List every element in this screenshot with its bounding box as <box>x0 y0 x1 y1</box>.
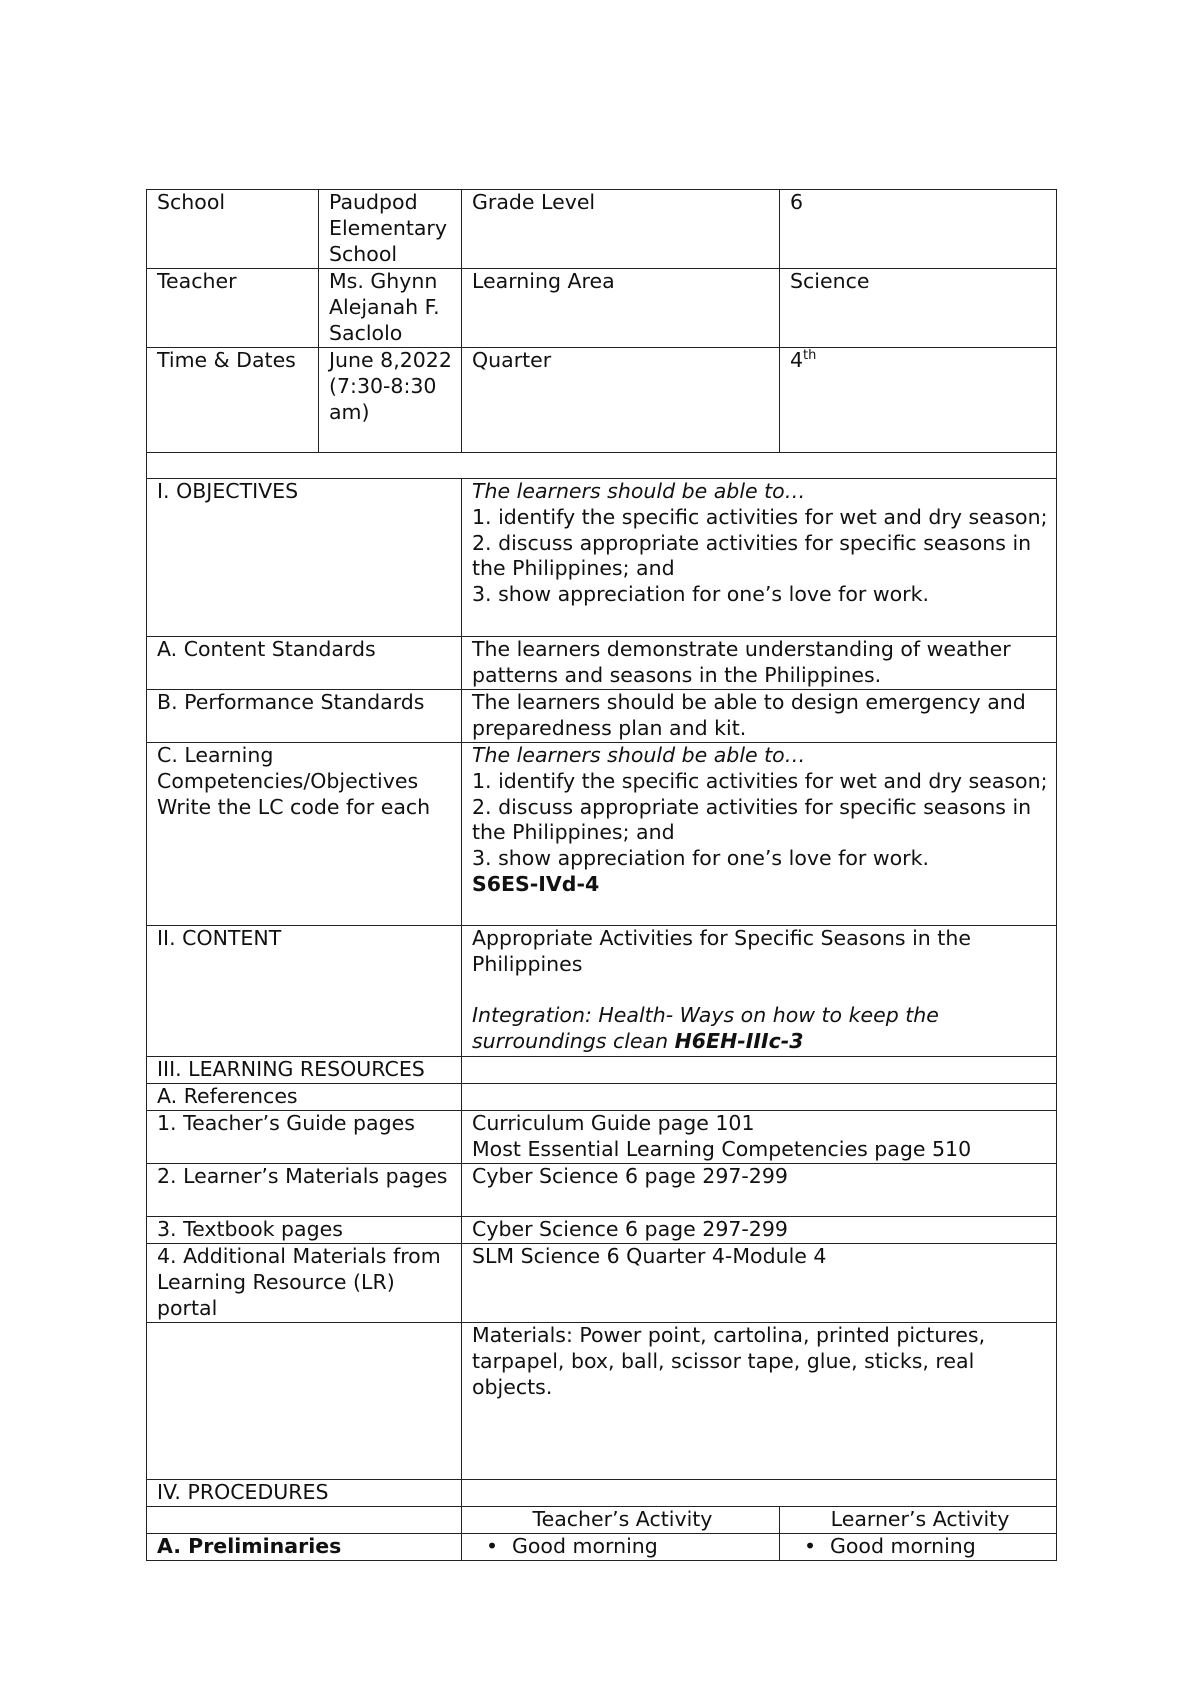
competencies-intro: The learners should be able to… <box>472 743 806 767</box>
procedures-label: IV. PROCEDURES <box>147 1480 462 1507</box>
bullet-icon: • <box>485 1533 499 1558</box>
additional-materials-value: SLM Science 6 Quarter 4-Module 4 <box>462 1244 1057 1323</box>
materials-empty <box>147 1323 462 1480</box>
learners-materials-label: 2. Learner’s Materials pages <box>147 1164 462 1217</box>
competencies-value <box>462 743 1057 926</box>
objectives-value <box>462 479 1057 637</box>
teachers-guide-line-1: Curriculum Guide page 101 <box>472 1111 755 1135</box>
content-integration: Integration: Health- Ways on how to keep the surroundings clean <box>472 1003 939 1054</box>
quarter-number: 4 <box>790 348 804 372</box>
learner-first-activity <box>780 1533 1057 1560</box>
objectives-label: I. OBJECTIVES <box>147 479 462 637</box>
teacher-activity-header: Teacher’s Activity <box>462 1507 780 1534</box>
performance-standards-value: The learners should be able to design emergency and preparedness plan and kit. <box>462 690 1057 743</box>
school-value: Paudpod Elementary School <box>319 190 462 269</box>
learners-materials-value: Cyber Science 6 page 297-299 <box>462 1164 1057 1217</box>
content-standards-value: The learners demonstrate understanding of weather patterns and seasons in the Philippines. <box>462 637 1057 690</box>
competency-item-3: 3. show appreciation for one’s love for work. <box>472 846 929 871</box>
competency-code: S6ES-IVd-4 <box>472 871 600 896</box>
learner-activity-header: Learner’s Activity <box>780 1507 1057 1534</box>
textbook-label: 3. Textbook pages <box>147 1217 462 1244</box>
learning-area-label: Learning Area <box>462 269 780 348</box>
objective-item-2: 2. discuss appropriate activities for specific seasons in the Philippines; and <box>472 530 1032 581</box>
teacher-first-activity <box>462 1533 780 1560</box>
resources-label: III. LEARNING RESOURCES <box>147 1057 462 1084</box>
teachers-guide-line-2: Most Essential Learning Competencies page 510 <box>472 1136 972 1161</box>
bullet-icon: • <box>803 1533 817 1558</box>
learners-materials-row <box>147 1164 1057 1217</box>
activity-header-row <box>147 1507 1057 1534</box>
content-value <box>462 926 1057 1057</box>
additional-materials-label: 4. Additional Materials from Learning Resource (LR) portal <box>147 1244 462 1323</box>
objective-item-3: 3. show appreciation for one’s love for work. <box>472 582 929 607</box>
preliminaries-label: A. Preliminaries <box>147 1533 462 1560</box>
teachers-guide-value <box>462 1111 1057 1164</box>
objectives-intro: The learners should be able to… <box>472 479 806 503</box>
content-standards-row <box>147 637 1057 690</box>
references-empty <box>462 1084 1057 1111</box>
textbook-row <box>147 1217 1057 1244</box>
teachers-guide-label: 1. Teacher’s Guide pages <box>147 1111 462 1164</box>
spacer-row <box>147 453 1057 479</box>
time-value: June 8,2022 (7:30-8:30 am) <box>319 348 462 453</box>
school-row <box>147 190 1057 269</box>
references-label: A. References <box>147 1084 462 1111</box>
competency-item-2: 2. discuss appropriate activities for specific seasons in the Philippines; and <box>472 794 1032 845</box>
competencies-row <box>147 743 1057 926</box>
quarter-value <box>780 348 1057 453</box>
content-standards-label: A. Content Standards <box>147 637 462 690</box>
references-row <box>147 1084 1057 1111</box>
content-row <box>147 926 1057 1057</box>
preliminaries-row <box>147 1533 1057 1560</box>
performance-standards-label: B. Performance Standards <box>147 690 462 743</box>
textbook-value: Cyber Science 6 page 297-299 <box>462 1217 1057 1244</box>
grade-level-label: Grade Level <box>462 190 780 269</box>
grade-level-value: 6 <box>780 190 1057 269</box>
teacher-row <box>147 269 1057 348</box>
procedures-empty <box>462 1480 1057 1507</box>
school-label: School <box>147 190 319 269</box>
teachers-guide-row <box>147 1111 1057 1164</box>
procedures-row <box>147 1480 1057 1507</box>
spacer-cell <box>147 453 1057 479</box>
quarter-suffix: th <box>803 348 817 364</box>
teacher-first-text: Good morning <box>512 1533 658 1558</box>
resources-row <box>147 1057 1057 1084</box>
learner-first-text: Good morning <box>830 1533 976 1558</box>
content-title: Appropriate Activities for Specific Seasons in the Philippines <box>472 926 971 976</box>
learning-area-value: Science <box>780 269 1057 348</box>
quarter-label: Quarter <box>462 348 780 453</box>
content-label: II. CONTENT <box>147 926 462 1057</box>
additional-materials-row <box>147 1244 1057 1323</box>
teacher-label: Teacher <box>147 269 319 348</box>
materials-row <box>147 1323 1057 1480</box>
lesson-plan-table <box>146 189 1057 1561</box>
performance-standards-row <box>147 690 1057 743</box>
time-row <box>147 348 1057 453</box>
activity-header-empty <box>147 1507 462 1534</box>
content-integration-code: H6EH-IIIc-3 <box>674 1029 804 1054</box>
objectives-row <box>147 479 1057 637</box>
competencies-label: C. Learning Competencies/Objectives Write the LC code for each <box>147 743 462 926</box>
resources-empty <box>462 1057 1057 1084</box>
materials-value: Materials: Power point, cartolina, printed pictures, tarpapel, box, ball, scissor tape, glue, sticks, real objects. <box>462 1323 1057 1480</box>
objective-item-1: 1. identify the specific activities for wet and dry season; <box>472 504 1048 529</box>
competency-item-1: 1. identify the specific activities for wet and dry season; <box>472 768 1048 793</box>
time-label: Time & Dates <box>147 348 319 453</box>
teacher-value: Ms. Ghynn Alejanah F. Saclolo <box>319 269 462 348</box>
